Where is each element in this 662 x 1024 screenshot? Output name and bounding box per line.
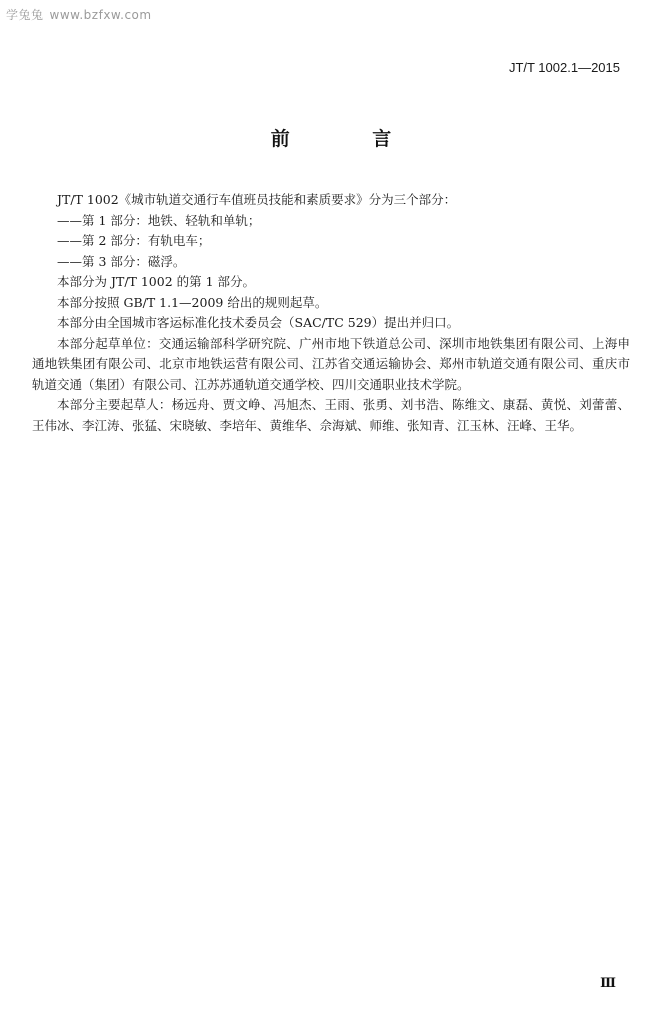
paragraph-scope: 本部分为 JT/T 1002 的第 1 部分。 [57,274,256,289]
list-item-part-3: ——第 3 部分：磁浮。 [57,253,186,269]
paragraph-proposer: 本部分由全国城市客运标准化技术委员会（SAC/TC 529）提出并归口。 [57,315,460,330]
watermark-url: www.bzfxw.com [49,8,152,22]
standard-code: JT/T 1002.1—2015 [508,60,620,75]
paragraph-drafting-rules: 本部分按照 GB/T 1.1—2009 给出的规则起草。 [57,294,328,310]
paragraph-drafters: 本部分主要起草人：杨远舟、贾文峥、冯旭杰、王雨、张勇、刘书浩、陈维文、康磊、黄悦、刘蕾蕾、王伟冰、李江涛、张猛、宋晓敏、李培年、黄维华、佘海斌、师维、张知青、江玉林、汪峰、王华。 [32,397,630,433]
paragraph-drafting-units: 本部分起草单位：交通运输部科学研究院、广州市地下铁道总公司、深圳市地铁集团有限公司、上海申通地铁集团有限公司、北京市地铁运营有限公司、江苏省交通运输协会、郑州市轨道交通有限公司、重庆市轨道交通（集团）有限公司、江苏苏通轨道交通学校、四川交通职业技术学院。 [32,335,630,392]
page-title: 前 言 [270,128,430,150]
watermark-site-name: 学兔兔 [6,8,44,22]
foreword-body [32,190,630,436]
list-item-part-2: ——第 2 部分：有轨电车； [57,233,211,248]
paragraph-intro: JT/T 1002《城市轨道交通行车值班员技能和素质要求》分为三个部分： [57,192,457,207]
page-number: Ⅲ [600,976,616,991]
list-item-part-1: ——第 1 部分：地铁、轻轨和单轨； [57,212,261,228]
watermark [6,6,152,23]
